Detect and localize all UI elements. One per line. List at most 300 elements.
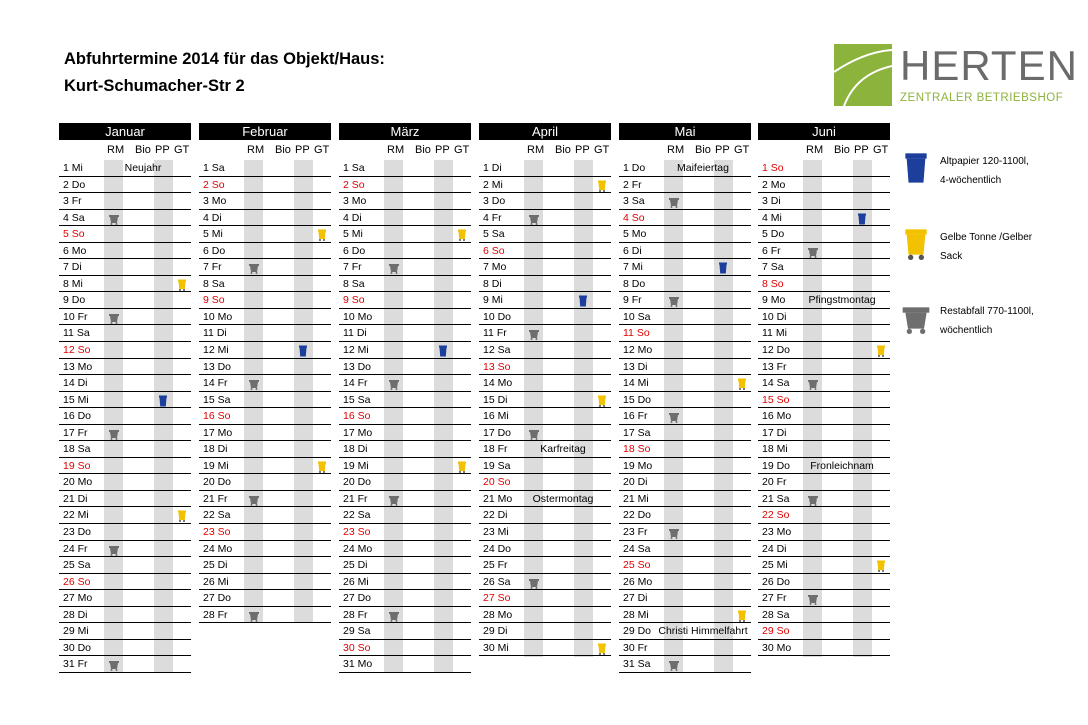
day-label: 14 Fr xyxy=(343,377,368,390)
day-row xyxy=(199,574,331,591)
address-subtitle: Kurt-Schumacher-Str 2 xyxy=(64,77,245,95)
day-label: 13 Mo xyxy=(63,360,93,373)
day-label: 14 Mo xyxy=(483,377,513,390)
day-row xyxy=(59,325,191,342)
day-label: 15 Sa xyxy=(343,393,371,406)
day-label: 22 Do xyxy=(623,509,652,522)
grey-bin-icon xyxy=(388,377,400,389)
day-label: 17 Sa xyxy=(623,426,651,439)
day-label: 20 Di xyxy=(623,476,648,489)
day-row xyxy=(59,160,191,177)
day-row xyxy=(339,491,471,508)
day-row xyxy=(199,325,331,342)
holiday-label: Pfingstmontag xyxy=(808,294,876,307)
day-label: 9 Do xyxy=(63,294,86,307)
day-row xyxy=(479,359,611,376)
grey-bin-icon xyxy=(388,609,400,621)
day-label: 23 Do xyxy=(63,526,92,539)
day-label: 7 Mo xyxy=(483,261,507,274)
grey-bin-icon xyxy=(108,658,120,670)
day-row xyxy=(339,226,471,243)
grey-bin-icon xyxy=(528,212,540,224)
day-label: 4 Sa xyxy=(63,211,85,224)
column-header-gt: GT xyxy=(734,144,750,156)
day-label: 27 So xyxy=(483,592,511,605)
day-row xyxy=(619,607,751,624)
holiday-label: Maifeiertag xyxy=(677,162,729,174)
holiday-label: Fronleichnam xyxy=(810,459,874,472)
day-label: 10 Do xyxy=(483,310,512,323)
day-label: 12 Mi xyxy=(203,344,229,357)
day-label: 9 So xyxy=(343,294,365,307)
day-label: 17 Di xyxy=(762,426,787,439)
day-label: 4 Di xyxy=(203,211,222,224)
day-row xyxy=(339,342,471,359)
day-row xyxy=(59,359,191,376)
yellow-bin-icon xyxy=(176,278,188,290)
day-label: 15 Sa xyxy=(203,393,231,406)
day-label: 30 Mo xyxy=(762,641,792,654)
day-row xyxy=(619,276,751,293)
grey-bin-icon xyxy=(388,261,400,273)
day-row xyxy=(619,325,751,342)
day-label: 16 Do xyxy=(63,410,92,423)
grey-bin-icon xyxy=(668,526,680,538)
day-label: 6 Fr xyxy=(762,244,781,257)
day-label: 31 Mo xyxy=(343,658,373,671)
day-label: 17 Mo xyxy=(343,426,373,439)
day-row xyxy=(199,259,331,276)
yellow-bin-icon xyxy=(596,179,608,191)
day-label: 11 Fr xyxy=(483,327,507,340)
day-label: 12 Sa xyxy=(483,344,511,357)
column-header-bio: Bio xyxy=(415,144,431,156)
day-label: 1 Di xyxy=(483,162,502,174)
day-label: 10 Sa xyxy=(623,310,651,323)
day-row xyxy=(199,243,331,260)
day-row xyxy=(479,507,611,524)
day-row xyxy=(59,541,191,558)
day-row xyxy=(619,491,751,508)
day-row xyxy=(199,425,331,442)
day-row xyxy=(339,292,471,309)
day-label: 6 Mo xyxy=(63,244,87,257)
day-row xyxy=(199,524,331,541)
day-row xyxy=(758,210,890,227)
day-label: 25 Di xyxy=(203,559,228,572)
day-label: 10 Di xyxy=(762,310,787,323)
day-label: 3 Fr xyxy=(63,195,82,208)
day-row xyxy=(479,474,611,491)
yellow-bin-icon xyxy=(316,460,328,472)
day-label: 1 Mi xyxy=(63,162,83,174)
day-row xyxy=(479,590,611,607)
day-label: 18 Sa xyxy=(63,443,91,456)
day-row xyxy=(59,177,191,194)
day-label: 14 Sa xyxy=(762,377,790,390)
day-row xyxy=(59,607,191,624)
day-label: 7 Fr xyxy=(343,261,362,274)
day-row xyxy=(199,507,331,524)
blue-bin-icon xyxy=(577,294,589,306)
day-row xyxy=(758,408,890,425)
day-label: 30 Fr xyxy=(623,641,648,654)
day-row xyxy=(619,359,751,376)
day-label: 21 Sa xyxy=(762,492,790,505)
day-label: 26 Mo xyxy=(623,575,653,588)
day-row xyxy=(479,276,611,293)
holiday-label: Ostermontag xyxy=(532,492,594,505)
day-row xyxy=(339,193,471,210)
day-row xyxy=(339,590,471,607)
day-row xyxy=(479,557,611,574)
day-row xyxy=(479,160,611,177)
day-row xyxy=(758,491,890,508)
column-header-gt: GT xyxy=(454,144,470,156)
day-row xyxy=(199,491,331,508)
day-label: 29 Do xyxy=(623,625,652,638)
day-label: 20 Do xyxy=(203,476,232,489)
grey-bin-icon xyxy=(528,427,540,439)
day-label: 11 So xyxy=(623,327,650,340)
day-row xyxy=(339,408,471,425)
day-row xyxy=(199,474,331,491)
column-header-rm: RM xyxy=(667,144,685,156)
day-label: 23 So xyxy=(203,526,231,539)
day-row xyxy=(59,342,191,359)
month-4 xyxy=(619,123,751,673)
day-label: 28 Fr xyxy=(343,608,368,621)
day-label: 9 Mo xyxy=(762,294,786,307)
day-label: 25 Fr xyxy=(483,559,508,572)
day-row xyxy=(339,325,471,342)
day-label: 26 Mi xyxy=(343,575,369,588)
column-header-pp: PP xyxy=(715,144,730,156)
day-row xyxy=(479,607,611,624)
day-row xyxy=(59,408,191,425)
day-label: 29 Sa xyxy=(343,625,371,638)
day-row xyxy=(199,392,331,409)
grey-bin-icon xyxy=(528,576,540,588)
day-label: 14 Mi xyxy=(623,377,649,390)
day-row xyxy=(199,375,331,392)
yellow-bin-icon xyxy=(316,228,328,240)
day-row xyxy=(479,259,611,276)
day-row xyxy=(479,210,611,227)
grey-bin-icon xyxy=(108,543,120,555)
yellow-bin-icon xyxy=(875,559,887,571)
day-row xyxy=(479,408,611,425)
day-label: 28 Di xyxy=(63,608,88,621)
yellow-bin-icon xyxy=(596,642,608,654)
blue-bin-icon xyxy=(717,261,729,273)
day-row xyxy=(339,458,471,475)
month-header: Juni xyxy=(758,123,890,140)
day-row xyxy=(339,359,471,376)
day-label: 5 Do xyxy=(762,228,785,241)
day-row xyxy=(479,524,611,541)
day-label: 9 Mi xyxy=(483,294,503,307)
yellow-bin-icon xyxy=(875,344,887,356)
day-row xyxy=(59,226,191,243)
day-row xyxy=(339,276,471,293)
day-rows xyxy=(758,160,890,656)
day-label: 3 Mo xyxy=(343,195,367,208)
day-label: 23 Fr xyxy=(623,526,648,539)
day-label: 2 Fr xyxy=(623,178,642,191)
day-label: 21 Mo xyxy=(483,492,513,505)
day-label: 10 Mo xyxy=(343,310,373,323)
legend-text-line2: Sack xyxy=(940,251,963,262)
day-label: 11 Sa xyxy=(63,327,90,340)
day-row xyxy=(339,557,471,574)
day-row xyxy=(758,640,890,657)
day-label: 23 Mi xyxy=(483,526,509,539)
column-header-rm: RM xyxy=(806,144,824,156)
day-label: 25 So xyxy=(623,559,651,572)
yellow-bin-icon xyxy=(736,377,748,389)
day-row xyxy=(199,441,331,458)
day-row xyxy=(479,342,611,359)
yellow-bin-icon xyxy=(900,228,932,265)
day-label: 22 Sa xyxy=(343,509,371,522)
month-3 xyxy=(479,123,611,656)
herten-logo xyxy=(834,42,1078,108)
holiday-label: Karfreitag xyxy=(540,443,586,456)
day-label: 27 Fr xyxy=(762,592,787,605)
month-header: April xyxy=(479,123,611,140)
day-label: 27 Do xyxy=(203,592,232,605)
day-row xyxy=(619,425,751,442)
day-row xyxy=(339,541,471,558)
day-label: 2 Mo xyxy=(762,178,786,191)
grey-bin-icon xyxy=(108,427,120,439)
day-row xyxy=(339,160,471,177)
day-label: 11 Di xyxy=(203,327,227,340)
day-row xyxy=(339,441,471,458)
day-label: 4 So xyxy=(623,211,645,224)
day-row xyxy=(619,160,751,177)
day-row xyxy=(758,342,890,359)
day-row xyxy=(758,160,890,177)
day-row xyxy=(199,607,331,624)
day-row xyxy=(758,309,890,326)
day-row xyxy=(479,458,611,475)
legend-text-line1: Altpapier 120-1100l, xyxy=(940,156,1029,167)
column-header-row xyxy=(59,140,191,160)
day-label: 28 Sa xyxy=(762,608,790,621)
column-header-gt: GT xyxy=(174,144,190,156)
day-row xyxy=(339,309,471,326)
day-label: 7 Sa xyxy=(762,261,784,274)
day-row xyxy=(479,325,611,342)
day-rows xyxy=(479,160,611,656)
day-row xyxy=(59,193,191,210)
day-label: 11 Mi xyxy=(762,327,787,340)
day-row xyxy=(758,507,890,524)
column-header-row xyxy=(339,140,471,160)
day-label: 13 So xyxy=(483,360,511,373)
day-label: 18 Di xyxy=(203,443,228,456)
yellow-bin-icon xyxy=(176,509,188,521)
day-label: 26 So xyxy=(63,575,91,588)
day-row xyxy=(59,491,191,508)
day-label: 19 So xyxy=(63,459,91,472)
day-row xyxy=(619,557,751,574)
day-row xyxy=(619,574,751,591)
day-row xyxy=(758,425,890,442)
column-header-bio: Bio xyxy=(834,144,850,156)
day-label: 13 Do xyxy=(203,360,232,373)
day-row xyxy=(758,474,890,491)
day-row xyxy=(59,259,191,276)
day-label: 22 Sa xyxy=(203,509,231,522)
day-row xyxy=(758,623,890,640)
day-row xyxy=(59,276,191,293)
day-label: 5 Mi xyxy=(343,228,363,241)
day-row xyxy=(199,458,331,475)
day-label: 30 Mi xyxy=(483,641,509,654)
day-row xyxy=(199,210,331,227)
day-label: 13 Di xyxy=(623,360,648,373)
day-row xyxy=(758,392,890,409)
day-row xyxy=(59,640,191,657)
day-label: 10 Fr xyxy=(63,310,88,323)
day-row xyxy=(479,375,611,392)
day-label: 9 So xyxy=(203,294,225,307)
logo-subtitle: ZENTRALER BETRIEBSHOF xyxy=(900,92,1064,104)
day-label: 17 Fr xyxy=(63,426,88,439)
grey-bin-icon xyxy=(668,410,680,422)
month-header: Mai xyxy=(619,123,751,140)
day-label: 12 Mi xyxy=(343,344,369,357)
day-label: 1 So xyxy=(762,162,784,174)
day-row xyxy=(619,408,751,425)
holiday-label: Christi Himmelfahrt xyxy=(658,625,748,638)
grey-bin-icon xyxy=(668,294,680,306)
day-label: 14 Di xyxy=(63,377,88,390)
day-label: 21 Di xyxy=(63,492,88,505)
day-row xyxy=(619,243,751,260)
day-row xyxy=(339,474,471,491)
day-row xyxy=(758,574,890,591)
day-label: 24 Fr xyxy=(63,542,88,555)
day-label: 20 Fr xyxy=(762,476,787,489)
day-label: 13 Fr xyxy=(762,360,787,373)
blue-bin-icon xyxy=(900,152,932,189)
day-label: 3 Mo xyxy=(203,195,227,208)
day-row xyxy=(59,210,191,227)
day-label: 18 Di xyxy=(343,443,368,456)
day-row xyxy=(59,243,191,260)
day-row xyxy=(479,309,611,326)
day-row xyxy=(339,425,471,442)
day-label: 4 Fr xyxy=(483,211,502,224)
day-label: 19 Sa xyxy=(483,459,511,472)
blue-bin-icon xyxy=(297,344,309,356)
day-row xyxy=(339,574,471,591)
day-row xyxy=(199,276,331,293)
day-label: 1 Do xyxy=(623,162,646,174)
day-label: 15 Do xyxy=(623,393,652,406)
day-rows xyxy=(199,160,331,623)
day-label: 6 Di xyxy=(623,244,642,257)
day-row xyxy=(199,557,331,574)
day-row xyxy=(59,574,191,591)
day-row xyxy=(339,656,471,673)
day-label: 2 Do xyxy=(63,178,86,191)
logo-mark-icon xyxy=(834,44,892,106)
day-row xyxy=(479,292,611,309)
day-label: 8 Mi xyxy=(63,277,83,290)
day-row xyxy=(199,408,331,425)
month-2 xyxy=(339,123,471,673)
yellow-bin-icon xyxy=(736,609,748,621)
day-label: 9 Fr xyxy=(623,294,642,307)
day-label: 19 Mo xyxy=(623,459,653,472)
day-label: 27 Di xyxy=(623,592,648,605)
grey-bin-icon xyxy=(807,592,819,604)
column-header-pp: PP xyxy=(435,144,450,156)
grey-bin-icon xyxy=(248,261,260,273)
day-label: 2 So xyxy=(343,178,365,191)
day-label: 30 Do xyxy=(63,641,92,654)
grey-bin-icon xyxy=(108,311,120,323)
grey-bin-icon xyxy=(248,609,260,621)
day-row xyxy=(199,177,331,194)
day-label: 8 So xyxy=(762,277,784,290)
day-row xyxy=(619,474,751,491)
column-header-rm: RM xyxy=(247,144,265,156)
day-row xyxy=(758,458,890,475)
day-label: 16 Mi xyxy=(483,410,509,423)
day-row xyxy=(479,226,611,243)
day-row xyxy=(339,177,471,194)
day-label: 24 Sa xyxy=(623,542,651,555)
day-row xyxy=(619,541,751,558)
day-label: 22 So xyxy=(762,509,790,522)
grey-bin-icon xyxy=(248,377,260,389)
day-row xyxy=(199,541,331,558)
day-label: 16 So xyxy=(343,410,371,423)
day-label: 20 Do xyxy=(343,476,372,489)
column-header-gt: GT xyxy=(873,144,889,156)
day-label: 4 Mi xyxy=(762,211,782,224)
day-label: 16 Mo xyxy=(762,410,792,423)
day-row xyxy=(339,623,471,640)
day-row xyxy=(339,640,471,657)
day-label: 29 So xyxy=(762,625,790,638)
day-label: 8 Di xyxy=(483,277,502,290)
grey-bin-icon xyxy=(807,493,819,505)
day-label: 26 Mi xyxy=(203,575,229,588)
day-label: 8 Do xyxy=(623,277,646,290)
holiday-label: Neujahr xyxy=(124,162,162,174)
day-label: 27 Mo xyxy=(63,592,93,605)
day-label: 17 Mo xyxy=(203,426,233,439)
day-row xyxy=(619,193,751,210)
day-row xyxy=(199,309,331,326)
day-row xyxy=(758,524,890,541)
day-row xyxy=(619,507,751,524)
day-row xyxy=(339,507,471,524)
day-label: 24 Mo xyxy=(203,542,233,555)
day-row xyxy=(758,243,890,260)
day-label: 5 Sa xyxy=(483,228,505,241)
day-row xyxy=(619,640,751,657)
day-row xyxy=(758,607,890,624)
day-label: 25 Di xyxy=(343,559,368,572)
